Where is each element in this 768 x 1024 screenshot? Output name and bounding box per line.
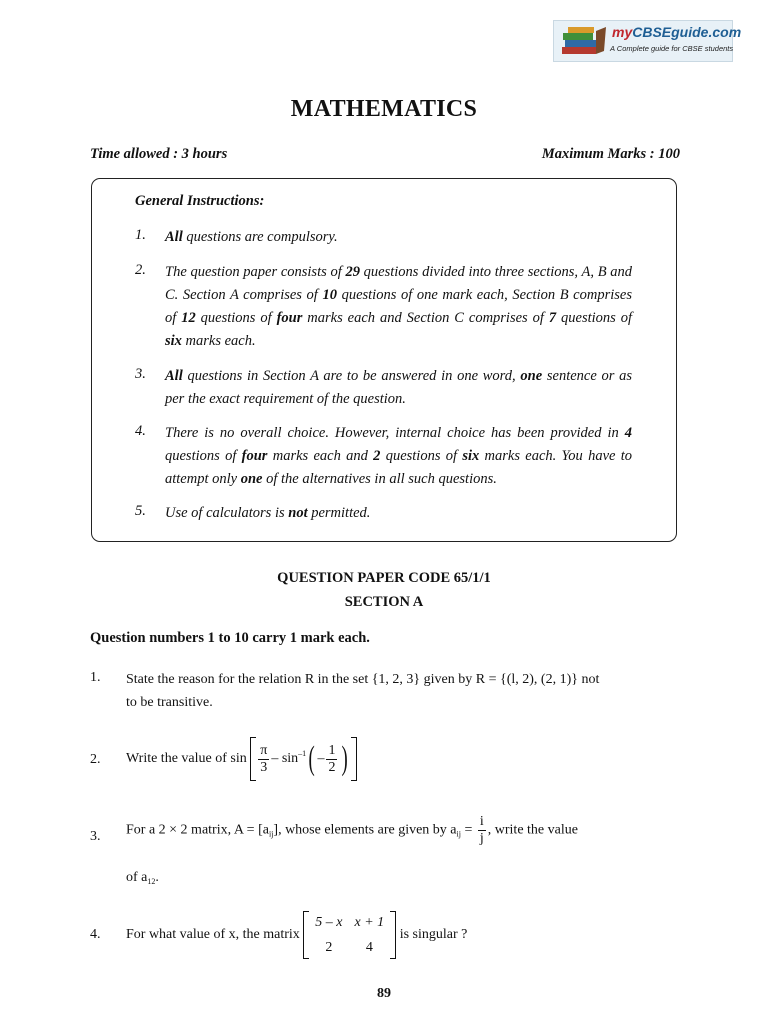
instruction-fragment: questions of one mark each, Section B comprises of — [165, 287, 632, 326]
instruction-fragment: of the alternatives in all such questions. — [262, 471, 497, 487]
question-4-text: For what value of x, the matrix 5 – x x + 1 2 4 is singular ? — [126, 910, 467, 960]
fraction: $\frac{1}{2}$ — [328, 742, 336, 775]
instructions-title: General Instructions: — [135, 193, 265, 209]
instruction-fragment: There is no overall choice. However, internal choice has been provided in — [165, 425, 625, 441]
instruction-fragment: The question paper consists of — [165, 264, 346, 280]
right-bracket — [351, 737, 357, 781]
mycbseguide-logo — [553, 20, 742, 62]
question-3-text: For a 2 × 2 matrix, $A = [a_{ij}]$, whose elements are given by $a_{ij}$ = $\frac{i}{j}$ , write the value — [126, 814, 578, 846]
emphasis-text: 29 — [345, 264, 360, 280]
instruction-fragment: marks each and Section C comprises of — [302, 310, 549, 326]
emphasis-text: one — [240, 471, 263, 487]
question-1-text: State the reason for the relation R in the set {1, 2, 3} given by R = {(l, 2), (2, 1)} not to be transitive. — [126, 672, 600, 710]
emphasis-text: 12 — [181, 310, 196, 326]
emphasis-text: one — [520, 368, 543, 384]
emphasis-text: 2 — [373, 448, 381, 464]
section-heading: SECTION A — [344, 594, 424, 610]
emphasis-text: All — [165, 229, 183, 245]
question-number: 3. — [90, 829, 101, 844]
right-paren: ) — [342, 740, 349, 777]
instruction-fragment: Use of calculators is — [165, 505, 289, 521]
instruction-fragment: questions of — [195, 310, 277, 326]
instruction-number: 1. — [135, 227, 146, 243]
emphasis-text: four — [276, 310, 303, 326]
page-number: 89 — [377, 986, 391, 1001]
question-number: 1. — [90, 670, 101, 685]
emphasis-text: not — [288, 505, 308, 521]
instruction-fragment: questions of — [165, 448, 242, 464]
instruction-text — [165, 422, 632, 491]
emphasis-text: 10 — [322, 287, 337, 303]
right-bracket — [390, 911, 396, 959]
fraction: $\frac{i}{j}$ — [479, 814, 484, 846]
left-paren: ( — [308, 740, 315, 777]
instruction-number: 4. — [135, 423, 146, 439]
question-3-continuation: of $a_{12}$. — [126, 870, 159, 886]
section-note: Question numbers 1 to 10 carry 1 mark each. — [90, 630, 370, 646]
instruction-number: 5. — [135, 503, 146, 519]
instruction-fragment: marks each. You have to attempt only — [165, 448, 633, 487]
instruction-text — [165, 502, 632, 525]
instruction-text — [165, 226, 632, 249]
question-number: 2. — [90, 752, 101, 767]
question-number: 4. — [90, 927, 101, 942]
instruction-text — [165, 261, 632, 353]
instruction-fragment: sentence or as per the exact requirement of the question. — [165, 368, 633, 407]
emphasis-text: six — [165, 333, 182, 349]
time-allowed: Time allowed : 3 hours — [90, 146, 228, 162]
emphasis-text: 4 — [624, 425, 632, 441]
instruction-number: 3. — [135, 366, 146, 382]
books-icon — [560, 25, 608, 57]
instruction-fragment: marks each and — [267, 448, 374, 464]
matrix: 5 – x x + 1 2 4 — [315, 915, 385, 955]
question-2-text: Write the value of sin $\frac{\pi}{3}$ – $\sin^{-1}$( – $\frac{1}{2}$ ) — [126, 737, 357, 781]
maximum-marks: Maximum Marks : 100 — [541, 146, 680, 162]
instruction-fragment: questions of — [556, 310, 632, 326]
logo-tagline: A Complete guide for CBSE students — [610, 44, 734, 53]
emphasis-text: six — [462, 448, 480, 464]
instruction-fragment: questions divided into three sections, A, B and C. Section A comprises of — [165, 264, 632, 303]
logo-brand-text: myCBSEguide.com — [612, 24, 742, 40]
instruction-text — [165, 365, 632, 411]
instruction-fragment: permitted. — [307, 505, 371, 521]
paper-code: QUESTION PAPER CODE 65/1/1 — [277, 570, 491, 586]
page-title: MATHEMATICS — [290, 96, 478, 122]
left-bracket — [250, 737, 256, 781]
emphasis-text: four — [241, 448, 268, 464]
instruction-number: 2. — [135, 262, 146, 278]
emphasis-text: All — [165, 368, 183, 384]
emphasis-text: 7 — [548, 310, 557, 326]
instruction-fragment: marks each. — [181, 333, 256, 349]
instruction-fragment: questions of — [380, 448, 463, 464]
fraction: $\frac{\pi}{3}$ — [260, 742, 268, 775]
instruction-fragment: questions in Section A are to be answered in one word, — [182, 368, 521, 384]
instruction-fragment: questions are compulsory. — [182, 229, 338, 245]
